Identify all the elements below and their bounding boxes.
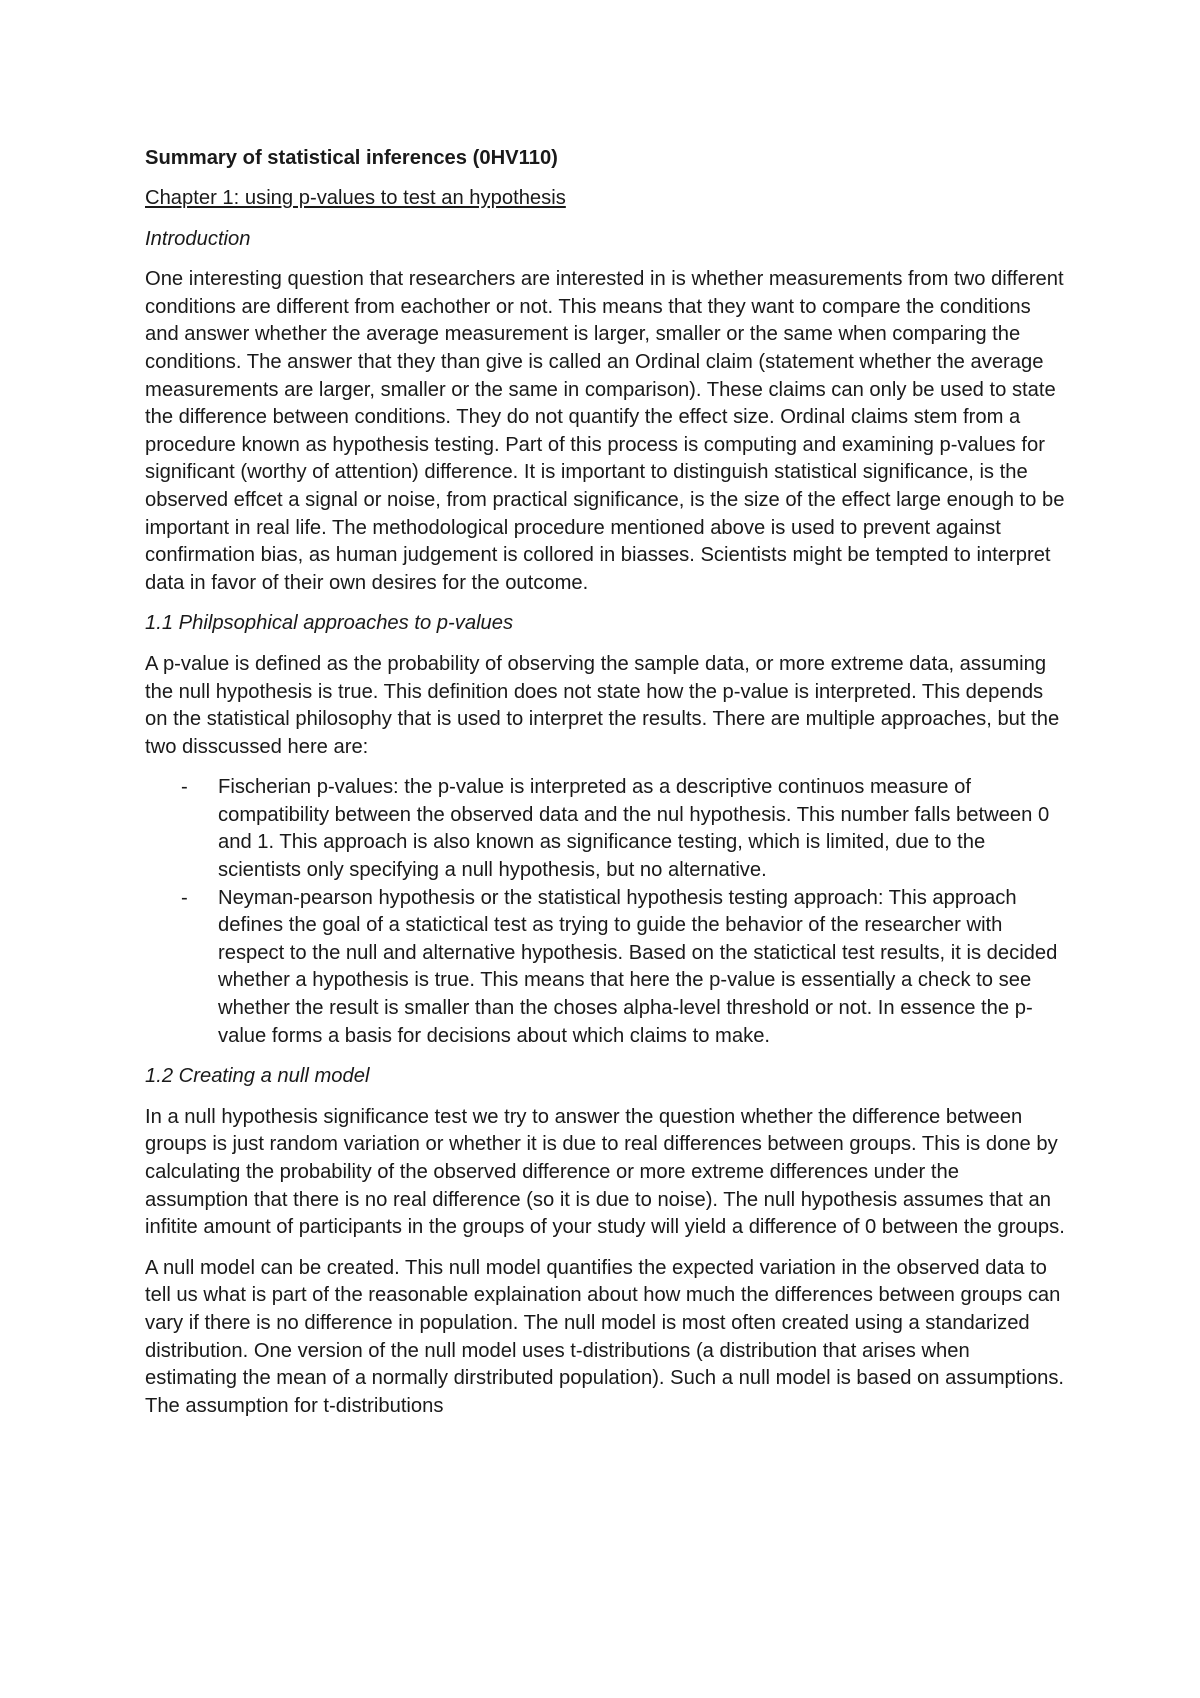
list-item-fischerian bbox=[145, 774, 1065, 884]
section-1-1-paragraph: A p-value is defined as the probability of observing the sample data, or more extreme data, assuming the null hypothesis is true. This definition does not state how the p-value is interpreted. This depends on the statistical philosophy that is used to interpret the results. There are multiple approaches, but the two disscussed here are: bbox=[145, 652, 1060, 758]
document-page bbox=[145, 144, 1065, 1433]
section-1-2-paragraph-1: In a null hypothesis significance test we try to answer the question whether the difference between groups is just random variation or whether it is due to real differences between groups. This is done by calculating the probability of the observed difference or more extreme differences under the assumption that there is no real difference (so it is due to noise). The null hypothesis assumes that an infitite amount of participants in the groups of your study will yield a difference of 0 between the groups. bbox=[145, 1105, 1065, 1239]
chapter-heading: Chapter 1: using p-values to test an hypothesis bbox=[145, 187, 566, 209]
section-1-2-paragraph-2: A null model can be created. This null model quantifies the expected variation in the observed data to tell us what is part of the reasonable explaination about how much the differences between groups can vary if there is no difference in population. The null model is most often created using a standarized distribution. One version of the null model uses t-distributions (a distribution that arises when estimating the mean of a normally dirstributed population). Such a null model is based on assumptions. The assumption for t-distributions bbox=[145, 1256, 1065, 1417]
section-heading-1-2: 1.2 Creating a null model bbox=[145, 1065, 370, 1088]
bullet-dash: - bbox=[181, 776, 188, 799]
document-title: Summary of statistical inferences (0HV110) bbox=[145, 147, 558, 169]
section-heading-1-1: 1.1 Philpsophical approaches to p-values bbox=[145, 612, 514, 635]
list-item-text: Fischerian p-values: the p-value is interpreted as a descriptive continuos measure of compatibility between the observed data and the nul hypothesis. This number falls between 0 and 1. This approach is also known as significance testing, which is limited, due to the scientists only specifying a null hypothesis, but no alternative. bbox=[218, 776, 1050, 882]
bullet-dash: - bbox=[181, 886, 188, 909]
section-heading-introduction: Introduction bbox=[145, 227, 251, 250]
approaches-list bbox=[145, 774, 1065, 1050]
introduction-paragraph: One interesting question that researchers are interested in is whether measurements from two different conditions are different from eachother or not. This means that they want to compare the conditions and answer whether the average measurement is larger, smaller or the same when comparing the conditions. The answer that they than give is called an Ordinal claim (statement whether the average measurements are larger, smaller or the same in comparison). These claims can only be used to state the difference between conditions. They do not quantify the effect size. Ordinal claims stem from a procedure known as hypothesis testing. Part of this process is computing and examining p-values for significant (worthy of attention) difference. It is important to distinguish statistical significance, is the observed effcet a signal or noise, from practical significance, is the size of the effect large enough to be important in real life. The methodological procedure mentioned above is used to prevent against confirmation bias, as human judgement is collored in biasses. Scientists might be tempted to interpret data in favor of their own desires for the outcome. bbox=[145, 268, 1065, 594]
list-item-text: Neyman-pearson hypothesis or the statistical hypothesis testing approach: This approach defines the goal of a statictical test as trying to guide the behavior of the researcher with respect to the null and alternative hypothesis. Based on the statictical test results, it is decided whether a hypothesis is true. This means that here the p-value is essentially a check to see whether the result is smaller than the choses alpha-level threshold or not. In essence the p-value forms a basis for decisions about which claims to make. bbox=[218, 886, 1058, 1047]
list-item-neyman-pearson bbox=[145, 885, 1065, 1051]
